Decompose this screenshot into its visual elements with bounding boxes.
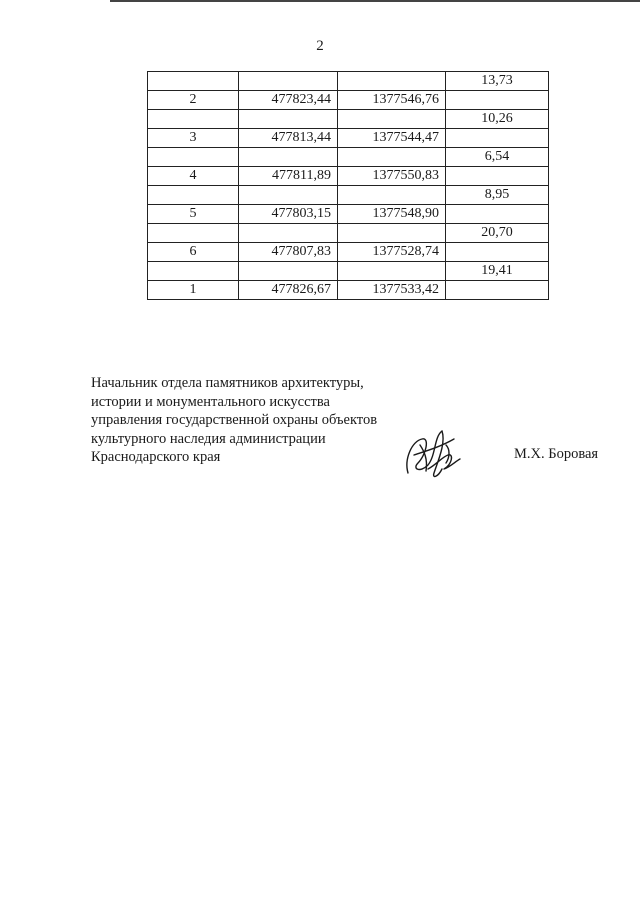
table-row bbox=[148, 91, 549, 110]
y-coordinate-cell bbox=[338, 224, 446, 243]
distance-cell: 19,41 bbox=[446, 262, 549, 281]
signatory-title-line: истории и монументального искусства bbox=[91, 393, 330, 410]
y-coordinate-cell bbox=[338, 262, 446, 281]
point-number-cell bbox=[148, 110, 239, 129]
table-row bbox=[148, 281, 549, 300]
point-number-cell: 1 bbox=[148, 281, 239, 300]
y-coordinate-cell: 1377544,47 bbox=[338, 129, 446, 148]
signatory-title-line: управления государственной охраны объектов bbox=[91, 412, 378, 428]
coordinates-table bbox=[147, 71, 549, 300]
x-coordinate-cell bbox=[239, 110, 338, 129]
table-row bbox=[148, 148, 549, 167]
y-coordinate-cell bbox=[338, 186, 446, 205]
y-coordinate-cell: 1377548,90 bbox=[338, 205, 446, 224]
x-coordinate-cell bbox=[239, 186, 338, 205]
point-number-cell bbox=[148, 186, 239, 205]
point-number-cell bbox=[148, 224, 239, 243]
x-coordinate-cell bbox=[239, 224, 338, 243]
x-coordinate-cell: 477811,89 bbox=[239, 167, 338, 186]
signatory-title-line: Начальник отдела памятников архитектуры, bbox=[91, 375, 364, 391]
point-number-cell: 2 bbox=[148, 91, 239, 110]
x-coordinate-cell: 477823,44 bbox=[239, 91, 338, 110]
distance-cell bbox=[446, 129, 549, 148]
table-row bbox=[148, 72, 549, 91]
distance-cell: 6,54 bbox=[446, 148, 549, 167]
table-row bbox=[148, 186, 549, 205]
point-number-cell bbox=[148, 72, 239, 91]
table-row bbox=[148, 110, 549, 129]
point-number-cell bbox=[148, 262, 239, 281]
x-coordinate-cell: 477803,15 bbox=[239, 205, 338, 224]
signer-name: М.Х. Боровая bbox=[514, 446, 599, 462]
distance-cell bbox=[446, 281, 549, 300]
distance-cell: 10,26 bbox=[446, 110, 549, 129]
point-number-cell: 4 bbox=[148, 167, 239, 186]
signatory-title-line: Краснодарского края bbox=[91, 449, 221, 465]
table-row bbox=[148, 224, 549, 243]
signature-block bbox=[91, 374, 377, 467]
x-coordinate-cell: 477813,44 bbox=[239, 129, 338, 148]
x-coordinate-cell bbox=[239, 148, 338, 167]
y-coordinate-cell: 1377533,42 bbox=[338, 281, 446, 300]
distance-cell bbox=[446, 167, 549, 186]
page-number: 2 bbox=[316, 38, 324, 54]
scan-edge-line bbox=[110, 0, 640, 2]
y-coordinate-cell bbox=[338, 72, 446, 91]
distance-cell: 13,73 bbox=[446, 72, 549, 91]
x-coordinate-cell: 477807,83 bbox=[239, 243, 338, 262]
distance-cell bbox=[446, 243, 549, 262]
table-row bbox=[148, 205, 549, 224]
distance-cell bbox=[446, 91, 549, 110]
signatory-title-line: культурного наследия администрации bbox=[91, 430, 326, 447]
distance-cell: 8,95 bbox=[446, 186, 549, 205]
table-row bbox=[148, 262, 549, 281]
y-coordinate-cell bbox=[338, 148, 446, 167]
table-row bbox=[148, 167, 549, 186]
point-number-cell: 5 bbox=[148, 205, 239, 224]
x-coordinate-cell bbox=[239, 262, 338, 281]
table-row bbox=[148, 243, 549, 262]
y-coordinate-cell: 1377546,76 bbox=[338, 91, 446, 110]
distance-cell bbox=[446, 205, 549, 224]
y-coordinate-cell: 1377528,74 bbox=[338, 243, 446, 262]
y-coordinate-cell: 1377550,83 bbox=[338, 167, 446, 186]
table-row bbox=[148, 129, 549, 148]
y-coordinate-cell bbox=[338, 110, 446, 129]
handwritten-signature bbox=[398, 425, 468, 485]
point-number-cell bbox=[148, 148, 239, 167]
point-number-cell: 6 bbox=[148, 243, 239, 262]
x-coordinate-cell bbox=[239, 72, 338, 91]
point-number-cell: 3 bbox=[148, 129, 239, 148]
x-coordinate-cell: 477826,67 bbox=[239, 281, 338, 300]
distance-cell: 20,70 bbox=[446, 224, 549, 243]
